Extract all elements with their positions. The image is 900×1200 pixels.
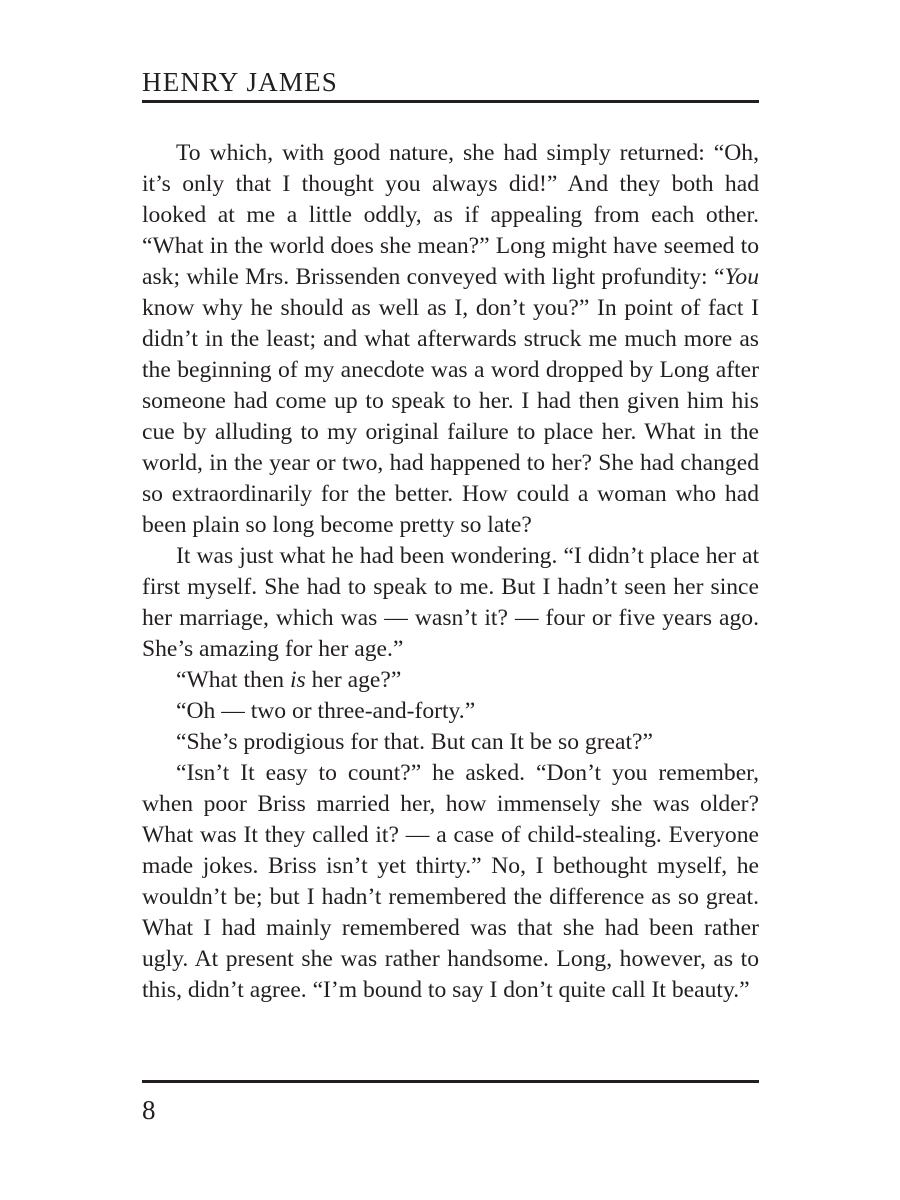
page-number: 8 [142, 1095, 156, 1125]
text-run: “Isn’t It easy to count?” he asked. “Don’t you remember, when poor Briss married her, how immensely she was older? What was It they called it? — a case of child-stealing. Everyone made jokes. Briss isn’t yet thirty.” No, I bethought myself, he wouldn’t be; but I hadn’t remembered the difference as so great. What I had mainly remembered was that she had been rather ugly. At present she was rather handsome. Long, however, as to this, didn’t agree. “I’m bound to say I don’t quite call It beauty.” [142, 760, 759, 1003]
body-text [142, 138, 759, 1006]
text-run: know why he should as well as I, don’t you?” In point of fact I didn’t in the least; and what afterwards struck me much more as the beginning of my anecdote was a word dropped by Long after someone had come up to speak to her. I had then given him his cue by alluding to my original failure to place her. What in the world, in the year or two, had happened to her? She had changed so extraordinarily for the better. How could a woman who had been plain so long become pretty so late? [142, 295, 759, 538]
paragraph [142, 696, 759, 727]
paragraph [142, 758, 759, 1006]
text-run: It was just what he had been wondering. “I didn’t place her at first myself. She had to speak to me. But I hadn’t seen her since her marriage, which was — wasn’t it? — four or five years ago. She’s amazing for her age.” [142, 543, 759, 662]
text-run: “Oh — two or three-and-forty.” [176, 698, 476, 724]
emphasis-text: You [724, 264, 759, 290]
text-run: “She’s prodigious for that. But can It be so great?” [176, 729, 653, 755]
text-run: her age?” [305, 667, 402, 693]
text-run: “What then [176, 667, 290, 693]
footer-rule [142, 1080, 759, 1083]
running-head: HENRY JAMES [142, 67, 338, 97]
paragraph [142, 541, 759, 665]
header-rule [142, 100, 759, 103]
paragraph [142, 665, 759, 696]
text-run: To which, with good nature, she had simply returned: “Oh, it’s only that I thought you always did!” And they both had looked at me a little oddly, as if appealing from each other. “What in the world does she mean?” Long might have seemed to ask; while Mrs. Brissenden conveyed with light profundity: “ [142, 140, 759, 290]
emphasis-text: is [289, 667, 306, 693]
paragraph [142, 727, 759, 758]
paragraph [142, 138, 759, 541]
